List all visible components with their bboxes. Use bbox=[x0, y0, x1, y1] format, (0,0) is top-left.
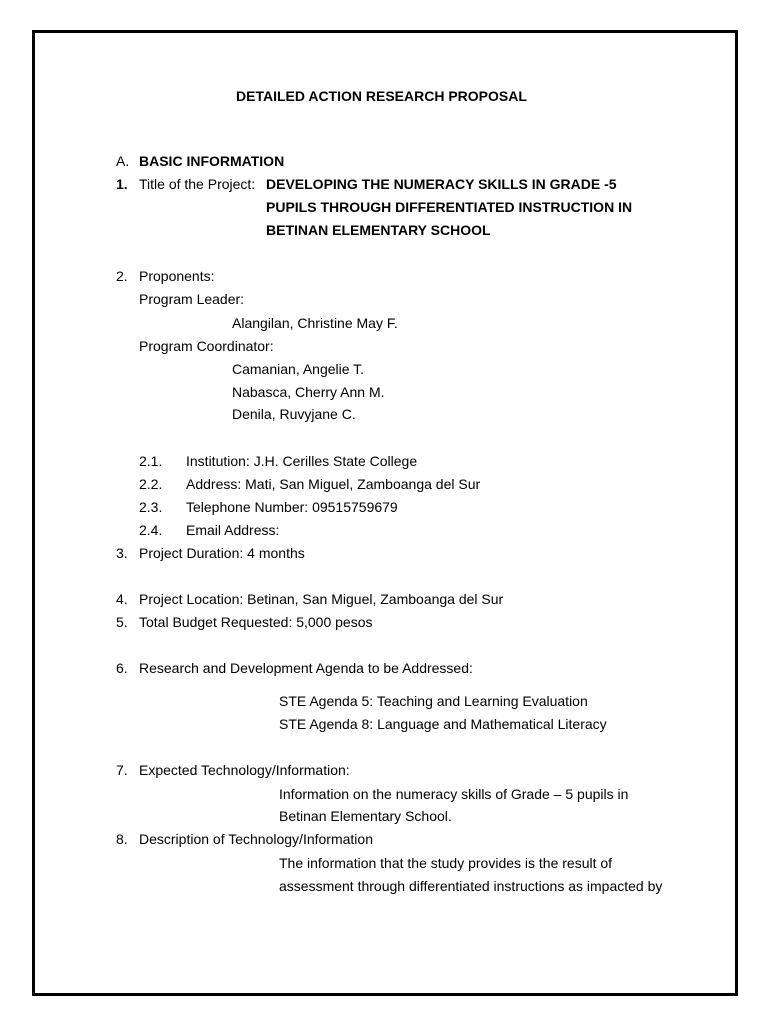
item-8-detail-line: assessment through differentiated instructions as impacted by bbox=[279, 878, 663, 894]
item-1-label: Title of the Project: bbox=[139, 176, 256, 192]
subitem-number: 2.3. bbox=[139, 499, 163, 515]
agenda-line: STE Agenda 8: Language and Mathematical Literacy bbox=[279, 716, 607, 732]
item-4-text: Project Location: Betinan, San Miguel, Zamboanga del Sur bbox=[139, 591, 504, 607]
item-7-detail-line: Betinan Elementary School. bbox=[279, 808, 452, 824]
program-leader-name: Alangilan, Christine May F. bbox=[232, 315, 398, 331]
subitem-number: 2.2. bbox=[139, 476, 163, 492]
item-7-number: 7. bbox=[116, 762, 128, 778]
subitem-number: 2.1. bbox=[139, 453, 163, 469]
item-1-number: 1. bbox=[116, 176, 128, 192]
item-3-text: Project Duration: 4 months bbox=[139, 545, 305, 561]
coordinator-name: Nabasca, Cherry Ann M. bbox=[232, 384, 385, 400]
program-leader-label: Program Leader: bbox=[139, 291, 245, 307]
item-8-text: Description of Technology/Information bbox=[139, 831, 373, 847]
subitem-text: Telephone Number: 09515759679 bbox=[186, 499, 398, 515]
program-coordinator-label: Program Coordinator: bbox=[139, 338, 274, 354]
item-2-label: Proponents: bbox=[139, 268, 215, 284]
agenda-line: STE Agenda 5: Teaching and Learning Evaluation bbox=[279, 693, 588, 709]
coordinator-name: Denila, Ruvyjane C. bbox=[232, 406, 356, 422]
item-8-number: 8. bbox=[116, 831, 128, 847]
coordinator-name: Camanian, Angelie T. bbox=[232, 361, 365, 377]
document-title: DETAILED ACTION RESEARCH PROPOSAL bbox=[236, 88, 527, 104]
project-title-line: PUPILS THROUGH DIFFERENTIATED INSTRUCTION IN bbox=[266, 199, 633, 215]
item-4-number: 4. bbox=[116, 591, 128, 607]
item-6-number: 6. bbox=[116, 660, 128, 676]
item-2-number: 2. bbox=[116, 268, 128, 284]
item-8-detail-line: The information that the study provides is the result of bbox=[279, 855, 613, 871]
project-title-line: BETINAN ELEMENTARY SCHOOL bbox=[266, 222, 491, 238]
subitem-number: 2.4. bbox=[139, 522, 163, 538]
subitem-text: Address: Mati, San Miguel, Zamboanga del Sur bbox=[186, 476, 481, 492]
item-7-detail-line: Information on the numeracy skills of Grade – 5 pupils in bbox=[279, 786, 629, 802]
subitem-text: Email Address: bbox=[186, 522, 280, 538]
item-5-text: Total Budget Requested: 5,000 pesos bbox=[139, 614, 373, 630]
item-5-number: 5. bbox=[116, 614, 128, 630]
item-6-text: Research and Development Agenda to be Addressed: bbox=[139, 660, 473, 676]
section-a-heading: BASIC INFORMATION bbox=[139, 153, 285, 169]
subitem-text: Institution: J.H. Cerilles State College bbox=[186, 453, 418, 469]
item-3-number: 3. bbox=[116, 545, 128, 561]
item-7-text: Expected Technology/Information: bbox=[139, 762, 350, 778]
section-a-letter: A. bbox=[116, 153, 130, 169]
project-title-line: DEVELOPING THE NUMERACY SKILLS IN GRADE -5 bbox=[266, 176, 617, 192]
